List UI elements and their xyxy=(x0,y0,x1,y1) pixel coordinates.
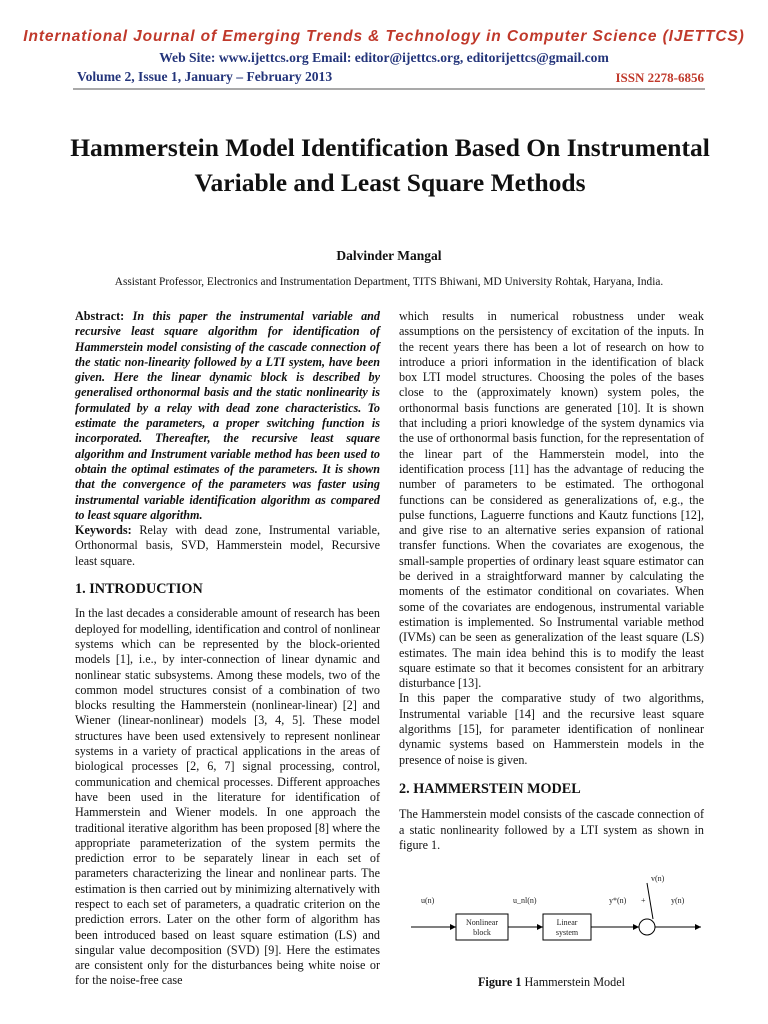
figure-caption xyxy=(399,975,704,990)
output-label: y(n) xyxy=(671,896,685,906)
hammerstein-paragraph: The Hammerstein model consists of the cascade connection of a static nonlinearity followed by a LTI system as shown in figure 1. xyxy=(399,807,704,852)
arrowhead xyxy=(633,924,639,930)
arrowhead xyxy=(695,924,701,930)
arrowhead xyxy=(450,924,456,930)
left-column xyxy=(75,309,380,989)
issn: ISSN 2278-6856 xyxy=(615,70,704,85)
figure-caption-label: Figure 1 xyxy=(477,975,522,990)
noise-label: v(n) xyxy=(651,874,665,884)
section-heading-hammerstein: 2. HAMMERSTEIN MODEL xyxy=(399,780,581,797)
ystar-label: y*(n) xyxy=(609,896,627,906)
journal-website-line: Web Site: www.ijettcs.org Email: editor@ijettcs.org, editorijettcs@gmail.com xyxy=(159,50,609,65)
section-heading-introduction: 1. INTRODUCTION xyxy=(75,581,203,598)
linear-block-label-line2: system xyxy=(555,928,579,938)
intro-paragraph: In the last decades a considerable amount of research has been deployed for modelling, identification and control of nonlinear systems which can be represented by the block-oriented models [1], i.e., by inter-connection of linear dynamic and nonlinear static subsystems. Among these models, two of the common model structures consist of a combination of two blocks resulting the Hammerstein (nonlinear-linear) [2] and Wiener (linear-nonlinear) models [3, 4, 5]. These model structures have been used extensively to represent nonlinear systems in a variety of practical applications in the areas of biological processes [2, 6, 7] signal processing, control, communication and chemical processes. Different approaches have been used in the literature for identification of Hammerstein and Wiener models. In one approach the traditional iterative algorithm has been proposed [8] where the appropriate parameterization of the system permits the prediction error to be separately linear in each set of parameters characterizing the linear and nonlinear parts. The estimation is then carried out by minimizing alternatively with respect to each set of parameters, a quadratic criterion on the prediction errors. Later on the other form of algorithm has been introduced based on least square estimation (LS) and singular value decomposition (SVD) [9]. Here the estimates are consistent only for the disturbances being white noise or for the noise-free case xyxy=(75,606,380,988)
input-label: u(n) xyxy=(421,896,435,906)
journal-name: International Journal of Emerging Trends & Technology in Computer Science (IJETTCS) xyxy=(23,28,745,45)
keywords-label: Keywords: xyxy=(75,523,132,538)
nonlinear-block-label-line1: Nonlinear xyxy=(466,918,498,928)
hammerstein-block-diagram xyxy=(399,865,704,971)
volume-issue: Volume 2, Issue 1, January – February 2013 xyxy=(77,69,333,84)
abstract-label: Abstract: xyxy=(75,309,125,323)
header-rule xyxy=(73,88,705,90)
keywords-text: Relay with dead zone, Instrumental variable, Orthonormal basis, SVD, Hammerstein model, Recursive least square. xyxy=(75,523,380,568)
keywords xyxy=(75,523,380,569)
figure-caption-text: Hammerstein Model xyxy=(524,975,626,990)
author-name: Dalvinder Mangal xyxy=(336,248,442,263)
paper-title: Hammerstein Model Identification Based On Instrumental Variable and Least Square Methods xyxy=(70,133,710,197)
author-affiliation: Assistant Professor, Electronics and Instrumentation Department, TITS Bhiwani, MD University Rohtak, Haryana, India. xyxy=(114,276,664,288)
abstract-text: In this paper the instrumental variable and recursive least square algorithm for identification of Hammerstein model consisting of the cascade connection of the static non-linearity followed by a LTI system, have been given. Here the linear dynamic block is described by generalised orthonormal basis and the static nonlinearity is formulated by a relay with dead zone characteristics. To estimate the parameters, a proper switching function is incorporated. Thereafter, the recursive least square algorithm and Instrument variable method has been used to obtain the optimal estimates of the parameters. It is shown that the convergence of the parameters was faster using instrumental variable identification algorithm as compared to least square algorithm. xyxy=(75,309,380,522)
nonlinear-block-label-line2: block xyxy=(473,928,491,938)
intro-paragraph-final: In this paper the comparative study of two algorithms, Instrumental variable [14] and the recursive least square algorithms [15], for parameter identification of nonlinear dynamic systems based on Hammerstein models in the presence of noise is given. xyxy=(399,691,704,767)
right-column xyxy=(399,309,704,991)
plus-label: + xyxy=(641,896,646,906)
linear-block-label-line1: Linear xyxy=(556,918,578,928)
intro-paragraph-continued: which results in numerical robustness under weak assumptions on the persistency of excitation of the inputs. In the recent years there has been a lot of research on how to introduce a priori information in the identification of black box LTI model structures. Choosing the poles of the bases close to the (approximately known) system poles, the orthonormal basis functions are generated [10]. It is shown that including a priori knowledge of the system dynamics via the use of orthonormal basis function, for the representation of the linear part of the Hammerstein model, into the identification process [11] has the advantage of reducing the number of parameters to be estimated. The orthogonal functions can be considered as generalizations of, e.g., the pulse functions, Laguerre functions and Kautz functions [12], and give rise to an alternative series expansion of rational transfer functions. When the covariates are exogenous, the small-sample properties of ordinary least square estimator can be derived in a straightforward manner by calculating the moments of the estimator conditional on covariates. When some of the covariates are endogenous, instrumental variable estimation is implemented. So Instrumental variable method (IVMs) can be seen as generalization of the least square (LS) estimates. The main idea behind this is to modify the least square estimate so that it becomes consistent for an arbitrary disturbance [13]. xyxy=(399,309,704,691)
abstract xyxy=(75,309,380,523)
noise-arrow-line xyxy=(647,883,653,919)
intermediate-label: u_nl(n) xyxy=(513,896,537,906)
summing-junction xyxy=(639,919,655,935)
arrowhead xyxy=(537,924,543,930)
